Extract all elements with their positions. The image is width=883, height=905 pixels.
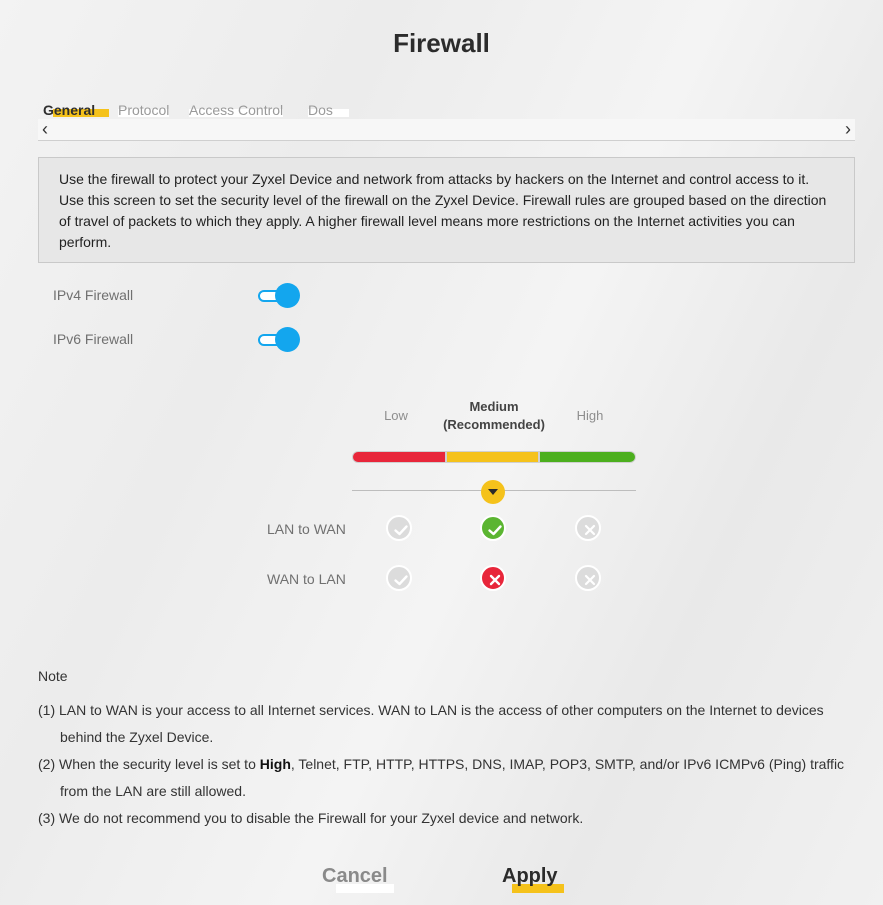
x-gray-icon [575,515,601,541]
ipv6-firewall-toggle[interactable] [258,327,300,351]
page-title: Firewall [393,28,490,58]
note-item-1: (1) LAN to WAN is your access to all Internet services. WAN to LAN is the access of other computers on the Internet to devices [38,702,824,718]
info-box [38,157,855,263]
tab-protocol[interactable]: Protocol [118,102,170,118]
note-item-3: (3) We do not recommend you to disable the Firewall for your Zyxel device and network. [38,810,584,826]
row-lan-to-wan-label: LAN to WAN [267,521,346,537]
note-item-2: (2) When the security level is set to High, Telnet, FTP, HTTP, HTTPS, DNS, IMAP, POP3, SMTP, and/or IPv6 ICMPv6 (Ping) traffic [38,756,845,772]
x-gray-icon [575,565,601,591]
level-bar-high[interactable] [539,451,636,463]
level-low-label[interactable]: Low [384,408,408,423]
x-red-icon [480,565,506,591]
note-item-1-cont: behind the Zyxel Device. [60,729,214,745]
tab-access-control[interactable]: Access Control [189,102,284,118]
level-bar-medium[interactable] [446,451,539,463]
chevron-right-icon[interactable]: › [845,119,851,139]
check-gray-icon [386,565,412,591]
info-text: Use the firewall to protect your Zyxel Device and network from attacks by hackers on the Internet and control access to it. Use this screen to set the security level of the firewall on the Zyxel Device. Firewall rules are grouped based on the direction of travel of packets to which they apply. A higher firewall level means more restrictions on the Internet activities you can perform. [59,171,827,250]
chevron-left-icon[interactable]: ‹ [42,119,48,139]
cancel-button[interactable]: Cancel [322,865,388,893]
tab-general[interactable]: General [43,102,95,118]
ipv4-firewall-toggle[interactable] [258,283,300,307]
row-wan-to-lan-label: WAN to LAN [267,571,346,587]
check-gray-icon [386,515,412,541]
ipv6-firewall-label: IPv6 Firewall [53,331,134,347]
level-medium-label[interactable]: Medium (Recommended) [443,399,545,432]
level-high-label[interactable]: High [576,408,604,423]
check-green-icon [480,515,506,541]
note-heading: Note [38,668,68,684]
apply-button[interactable]: Apply [502,865,558,893]
note-item-2-cont: from the LAN are still allowed. [60,783,246,799]
level-bar-low[interactable] [352,451,446,463]
tab-dos[interactable]: Dos [308,102,333,118]
level-pointer-icon[interactable] [481,480,505,504]
ipv4-firewall-label: IPv4 Firewall [53,287,134,303]
tab-scrollbar[interactable] [38,119,855,141]
